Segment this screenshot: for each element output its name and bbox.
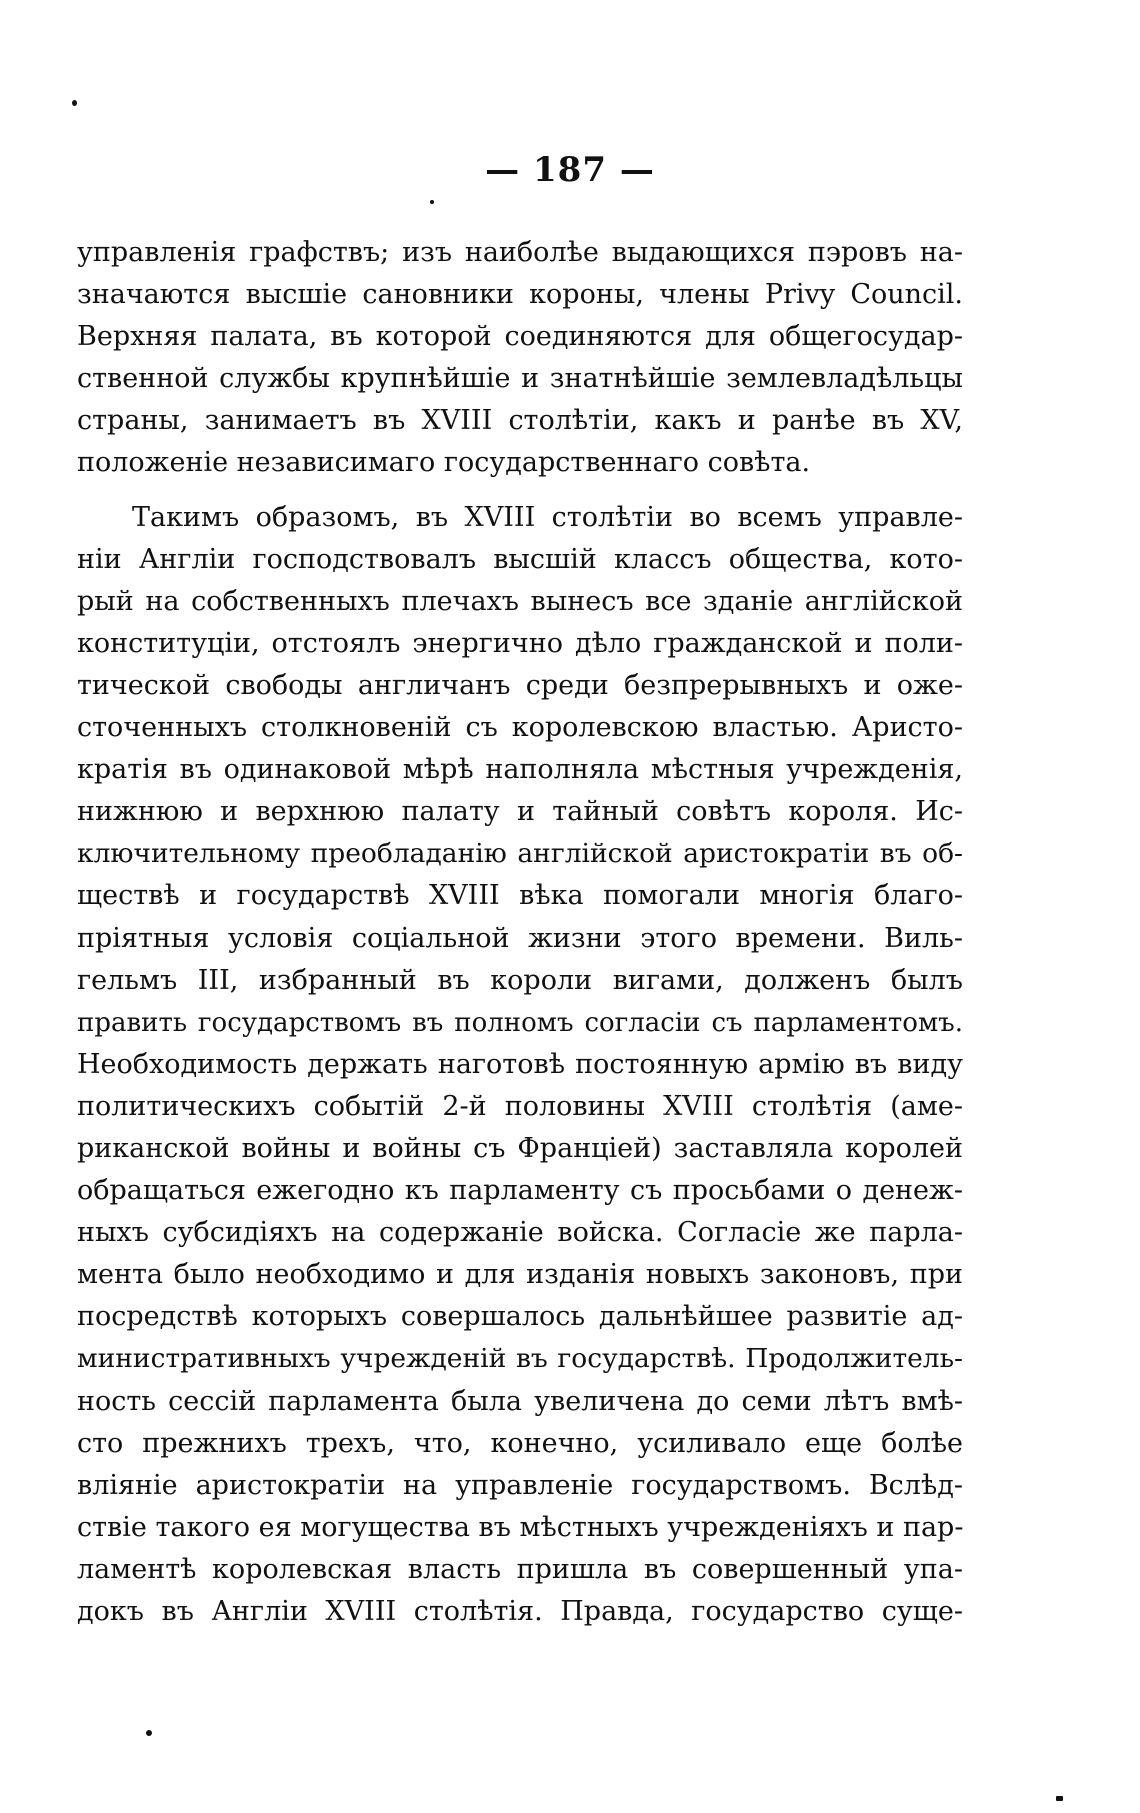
paragraph-1 bbox=[77, 232, 963, 485]
text-line: ствіе такого ея могущества въ мѣстныхъ учрежденіяхъ и пар- bbox=[77, 1511, 963, 1543]
text-line: посредствѣ которыхъ совершалось дальнѣйшее развитіе ад- bbox=[77, 1301, 963, 1333]
text-line: министративныхъ учрежденій въ государствѣ. Продолжитель- bbox=[77, 1343, 963, 1375]
text-line: ность сессій парламента была увеличена до семи лѣтъ вмѣ- bbox=[77, 1385, 963, 1417]
text-line: ственной службы крупнѣйшіе и знатнѣйшіе землевладѣльцы bbox=[77, 363, 963, 395]
body-text bbox=[77, 232, 963, 1633]
text-line: тической свободы англичанъ среди безпрерывныхъ и ожe- bbox=[77, 669, 963, 701]
paragraph-2 bbox=[77, 497, 963, 1634]
scan-speck bbox=[146, 1730, 152, 1736]
text-line: Верхняя палата, въ которой соединяются для общегосудар- bbox=[77, 321, 963, 353]
text-line: ключительному преобладанію англійской аристократіи въ об- bbox=[77, 838, 963, 870]
text-line: сточенныхъ столкновеній съ королевскою властью. Аристо- bbox=[77, 712, 963, 744]
text-line: Такимъ образомъ, въ XVIII столѣтіи во всемъ управле- bbox=[132, 501, 963, 533]
text-line: кратія въ одинаковой мѣрѣ наполняла мѣстныя учрежденія, bbox=[77, 754, 963, 786]
text-line: Необходимость держать наготовѣ постоянную армію въ виду bbox=[77, 1048, 963, 1080]
scan-speck bbox=[430, 200, 434, 204]
text-line: управленія графствъ; изъ наиболѣе выдающихся пэровъ на- bbox=[77, 237, 963, 268]
text-line: пріятныя условія соціальной жизни этого времени. Виль- bbox=[77, 922, 963, 954]
text-line: риканской войны и войны съ Франціей) заставляла королей bbox=[77, 1132, 963, 1164]
text-line: править государствомъ въ полномъ согласіи съ парламентомъ. bbox=[77, 1007, 963, 1038]
text-line: конституціи, отстоялъ энергично дѣло гражданской и поли- bbox=[77, 627, 963, 659]
text-line: обращаться ежегодно къ парламенту съ просьбами о денеж- bbox=[77, 1175, 963, 1207]
text-line: мента было необходимо и для изданія новыхъ законовъ, при bbox=[77, 1259, 963, 1291]
scan-speck bbox=[72, 100, 77, 106]
page-number: — 187 — bbox=[485, 150, 655, 190]
text-line: сто прежнихъ трехъ, что, конечно, усиливало еще болѣе bbox=[77, 1427, 963, 1459]
text-line: политическихъ событій 2-й половины XVIII столѣтія (аме- bbox=[77, 1090, 963, 1122]
text-line: положеніе независимаго государственнаго совѣта. bbox=[77, 447, 811, 479]
text-line: ныхъ субсидіяхъ на содержаніе войска. Согласіе же парла- bbox=[77, 1217, 963, 1249]
text-line: ламентѣ королевская власть пришла въ совершенный упа- bbox=[77, 1553, 963, 1585]
text-line: ществѣ и государствѣ XVIII вѣка помогали многія благо- bbox=[77, 880, 963, 912]
text-line: докъ въ Англіи XVIII столѣтія. Правда, государство суще- bbox=[77, 1596, 963, 1627]
text-line: ніи Англіи господствовалъ высшій классъ общества, кото- bbox=[77, 543, 963, 575]
text-line: страны, занимаетъ въ XVIII столѣтіи, какъ и ранѣе въ XV, bbox=[77, 405, 963, 437]
scan-speck bbox=[1056, 1796, 1063, 1801]
text-line: гельмъ III, избранный въ короли вигами, долженъ былъ bbox=[77, 964, 963, 996]
text-line: рый на собственныхъ плечахъ вынесъ все зданіе англійской bbox=[77, 585, 963, 617]
text-line: значаются высшіе сановники короны, члены Privy Council. bbox=[77, 279, 963, 311]
text-line: вліяніе аристократіи на управленіе государствомъ. Вслѣд- bbox=[77, 1469, 963, 1501]
text-line: нижнюю и верхнюю палату и тайный совѣтъ короля. Ис- bbox=[77, 796, 963, 828]
